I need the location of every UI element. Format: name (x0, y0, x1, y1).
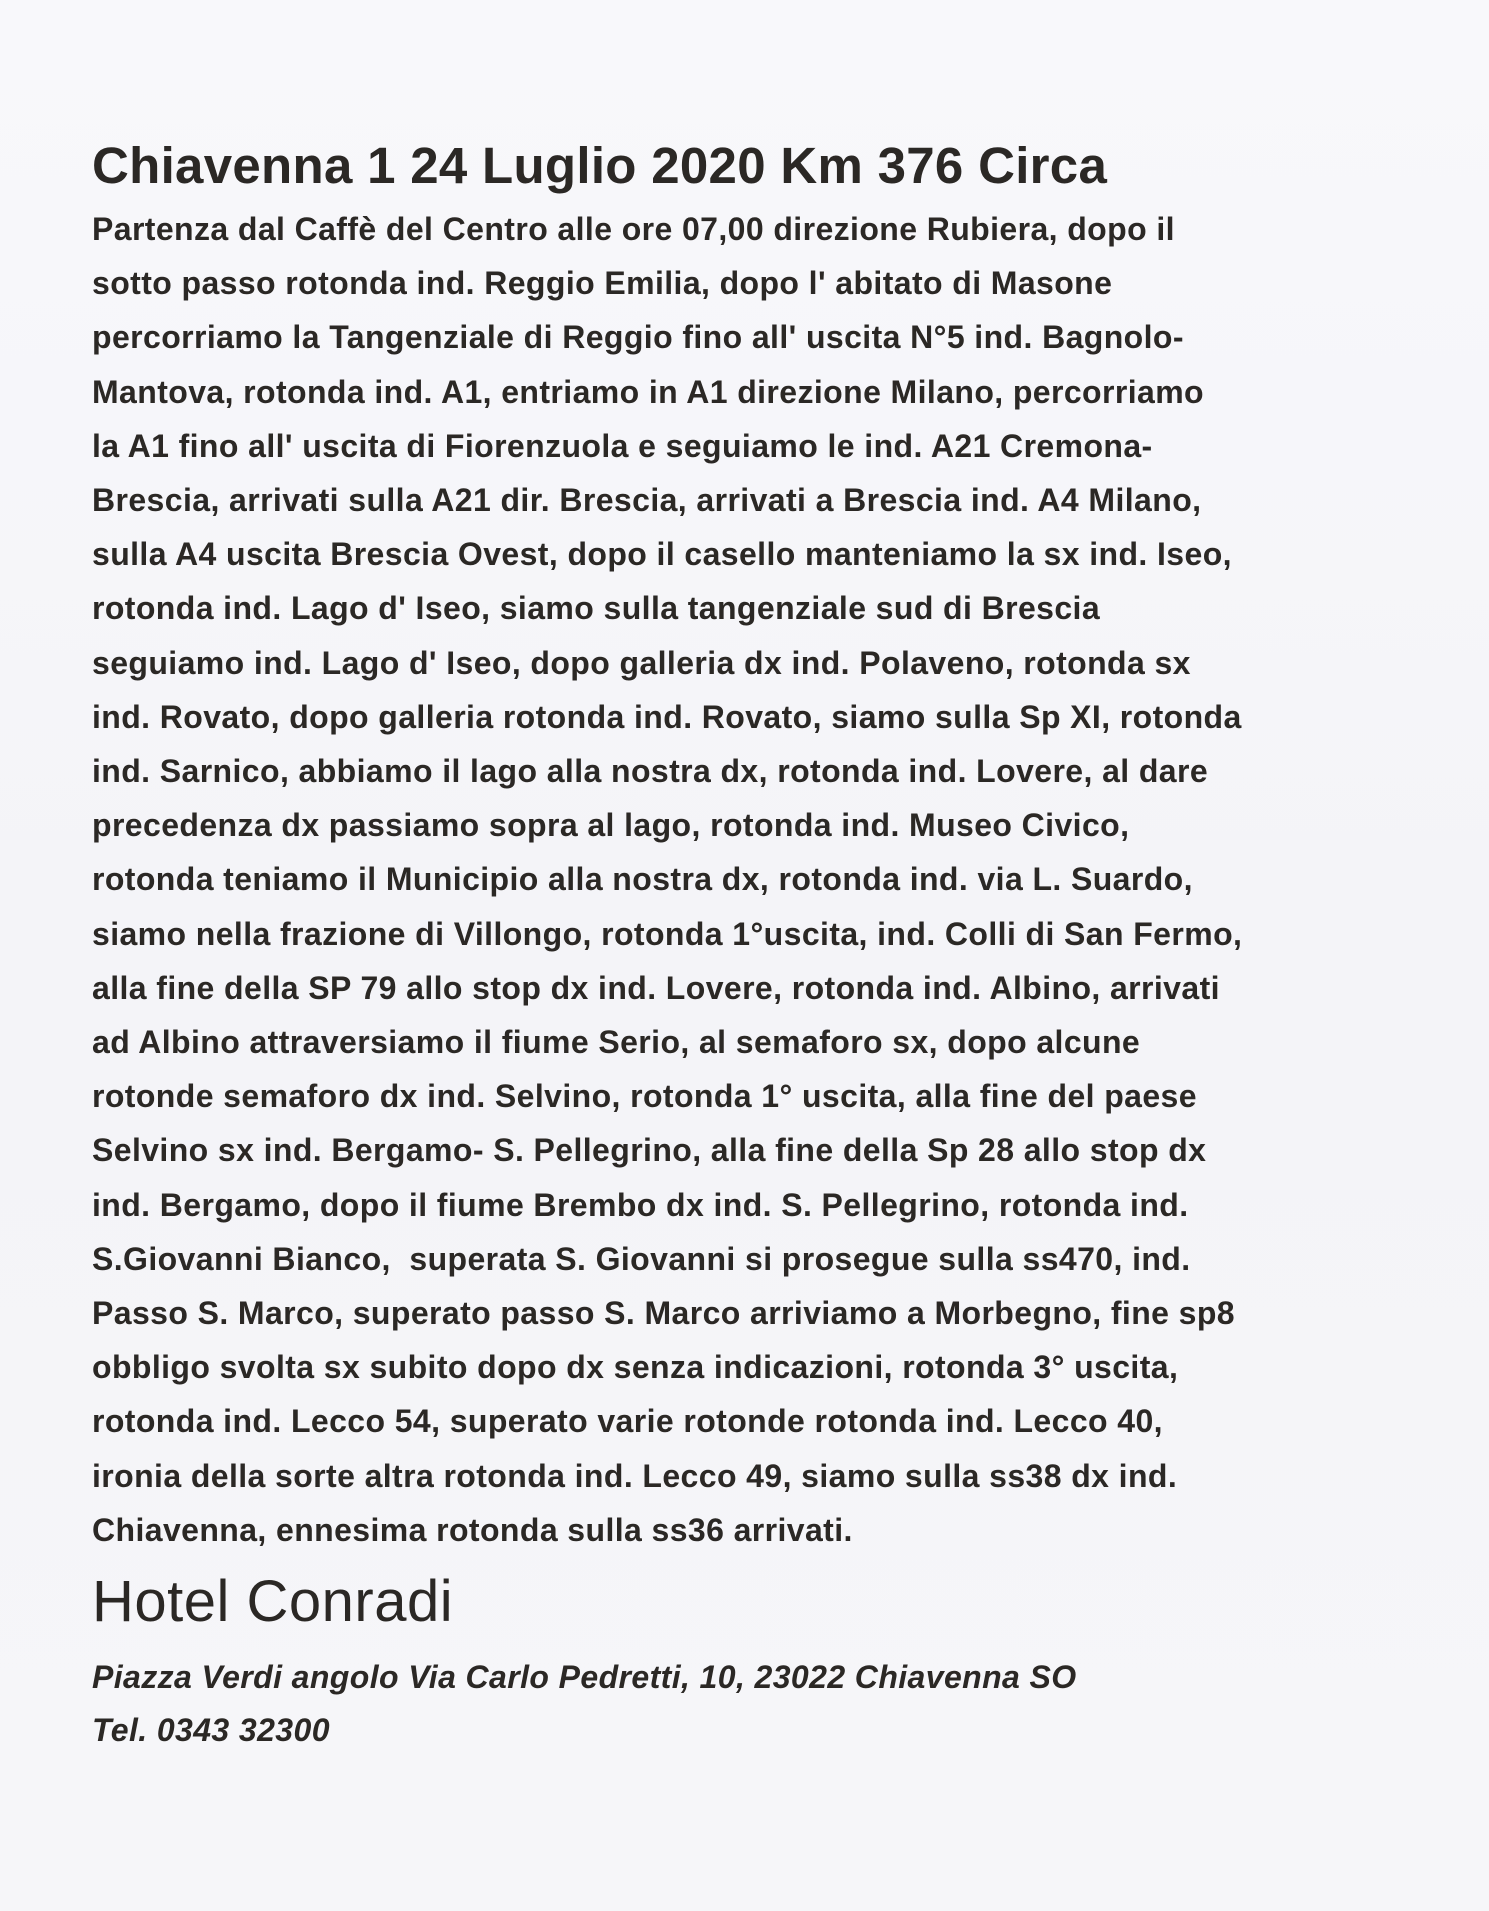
route-line: ironia della sorte altra rotonda ind. Lecco 49, siamo sulla ss38 dx ind. (92, 1457, 1178, 1494)
hotel-phone: Tel. 0343 32300 (92, 1712, 330, 1749)
route-line: S.Giovanni Bianco, superata S. Giovanni si prosegue sulla ss470, ind. (92, 1240, 1191, 1277)
route-line: ind. Sarnico, abbiamo il lago alla nostra dx, rotonda ind. Lovere, al dare (92, 753, 1209, 790)
route-line: Mantova, rotonda ind. A1, entriamo in A1 direzione Milano, percorriamo (92, 373, 1204, 410)
hotel-address: Piazza Verdi angolo Via Carlo Pedretti, 10, 23022 Chiavenna SO (92, 1659, 1077, 1696)
route-line: alla fine della SP 79 allo stop dx ind. Lovere, rotonda ind. Albino, arrivati (92, 969, 1220, 1006)
route-line: percorriamo la Tangenziale di Reggio fino all' uscita N°5 ind. Bagnolo- (92, 319, 1184, 356)
route-line: rotonda ind. Lago d' Iseo, siamo sulla tangenziale sud di Brescia (92, 590, 1101, 627)
route-line: Selvino sx ind. Bergamo- S. Pellegrino, alla fine della Sp 28 allo stop dx (92, 1132, 1207, 1169)
hotel-name: Hotel Conradi (92, 1569, 454, 1635)
route-line: Passo S. Marco, superato passo S. Marco arriviamo a Morbegno, fine sp8 (92, 1295, 1235, 1332)
route-line: rotonda teniamo il Municipio alla nostra dx, rotonda ind. via L. Suardo, (92, 861, 1193, 898)
route-line: sotto passo rotonda ind. Reggio Emilia, dopo l' abitato di Masone (92, 265, 1113, 302)
route-line: rotonda ind. Lecco 54, superato varie rotonde rotonda ind. Lecco 40, (92, 1403, 1163, 1440)
route-line: ind. Bergamo, dopo il fiume Brembo dx ind. S. Pellegrino, rotonda ind. (92, 1186, 1189, 1223)
route-line: Brescia, arrivati sulla A21 dir. Brescia, arrivati a Brescia ind. A4 Milano, (92, 482, 1202, 519)
page-title: Chiavenna 1 24 Luglio 2020 Km 376 Circa (92, 137, 1108, 194)
route-line: precedenza dx passiamo sopra al lago, rotonda ind. Museo Civico, (92, 807, 1130, 844)
page-content (92, 136, 1462, 1757)
route-line: Chiavenna, ennesima rotonda sulla ss36 arrivati. (92, 1511, 853, 1548)
route-description (92, 202, 1462, 1557)
route-line: obbligo svolta sx subito dopo dx senza indicazioni, rotonda 3° uscita, (92, 1349, 1179, 1386)
route-line: Partenza dal Caffè del Centro alle ore 07,00 direzione Rubiera, dopo il (92, 211, 1175, 247)
route-line: seguiamo ind. Lago d' Iseo, dopo galleria dx ind. Polaveno, rotonda sx (92, 644, 1191, 681)
route-line: sulla A4 uscita Brescia Ovest, dopo il casello manteniamo la sx ind. Iseo, (92, 536, 1232, 573)
route-line: rotonde semaforo dx ind. Selvino, rotonda 1° uscita, alla fine del paese (92, 1078, 1197, 1115)
route-line: ad Albino attraversiamo il fiume Serio, al semaforo sx, dopo alcune (92, 1024, 1141, 1061)
route-line: ind. Rovato, dopo galleria rotonda ind. Rovato, siamo sulla Sp XI, rotonda (92, 698, 1242, 735)
route-line: la A1 fino all' uscita di Fiorenzuola e seguiamo le ind. A21 Cremona- (92, 427, 1153, 464)
route-line: siamo nella frazione di Villongo, rotonda 1°uscita, ind. Colli di San Fermo, (92, 915, 1243, 952)
